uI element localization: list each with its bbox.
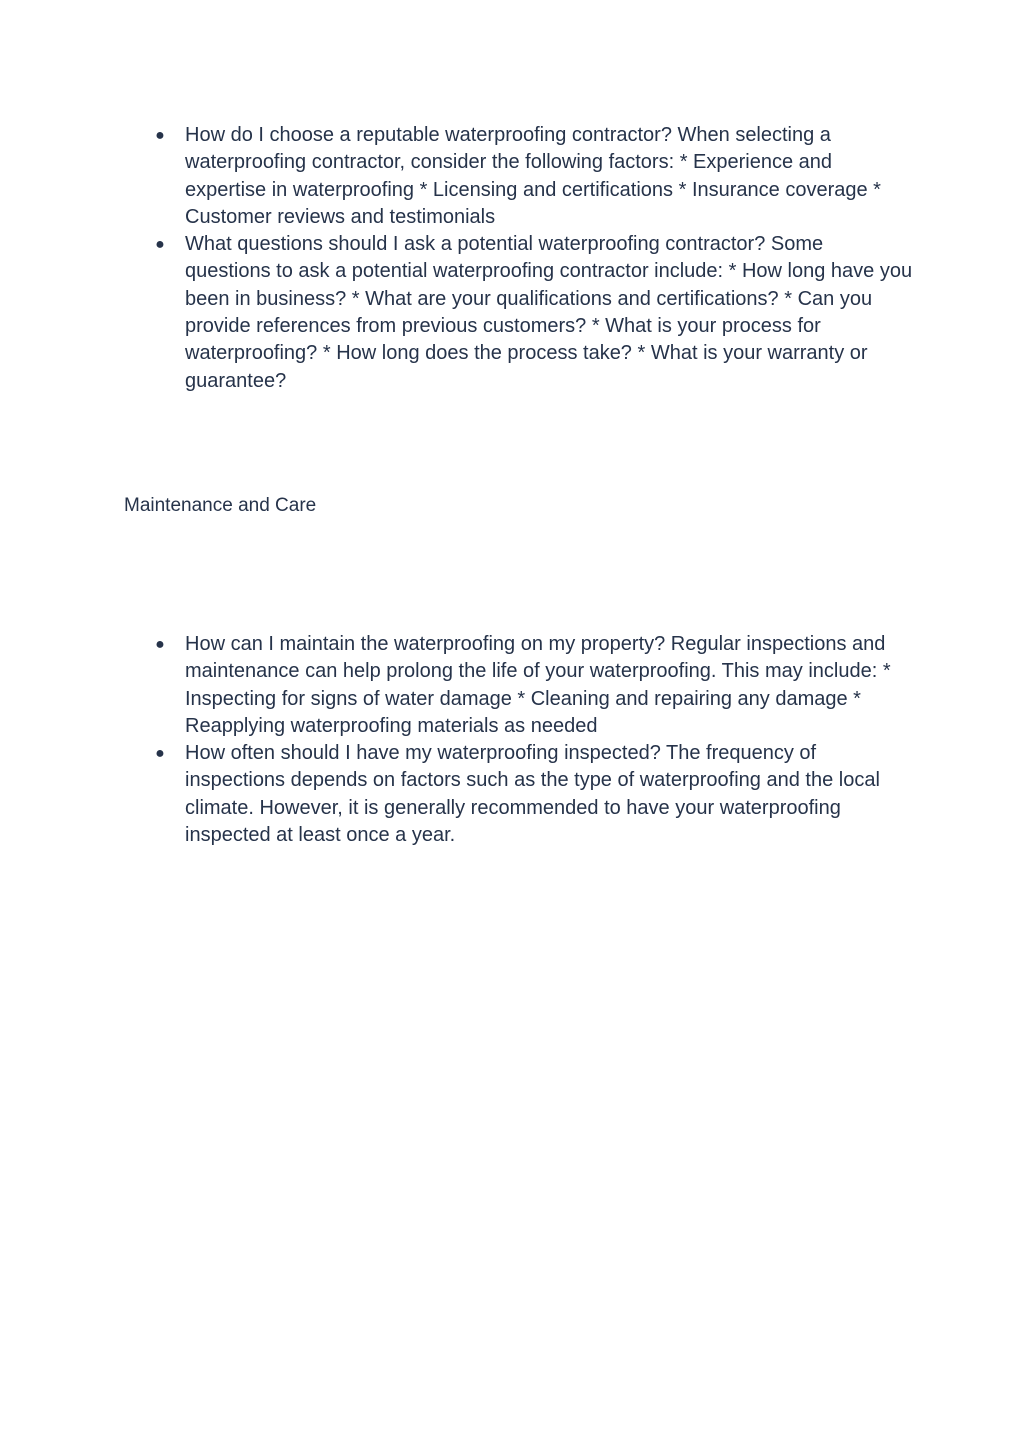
list-item <box>153 740 913 849</box>
faq-text: How often should I have my waterproofing inspected? The frequency of inspections depends on factors such as the type of waterproofing and the local climate. However, it is generally recommended to have your waterproofing inspected at least once a year. <box>185 742 880 847</box>
faq-list-contractors <box>153 122 913 395</box>
section-heading: Maintenance and Care <box>124 495 317 516</box>
faq-list-maintenance <box>153 631 913 849</box>
bullet-icon: ● <box>155 236 165 254</box>
bullet-icon: ● <box>155 745 165 763</box>
faq-text: How do I choose a reputable waterproofing contractor? When selecting a waterproofing contractor, consider the following factors: * Experience and expertise in waterproofing * Licensing and certifications * Insurance coverage * Customer reviews and testimonials <box>185 124 881 228</box>
list-item <box>153 231 913 395</box>
faq-text: How can I maintain the waterproofing on my property? Regular inspections and maintenance can help prolong the life of your waterproofing. This may include: * Inspecting for signs of water damage * Cleaning and repairing any damage * Reapplying waterproofing materials as needed <box>185 633 891 737</box>
bullet-icon: ● <box>155 636 165 653</box>
list-item <box>153 631 913 740</box>
list-item <box>153 122 913 231</box>
faq-text: What questions should I ask a potential waterproofing contractor? Some questions to ask a potential waterproofing contractor include: * How long have you been in business? * What are your qualifications and certifications? * Can you provide references from previous customers? * What is your process for waterproofing? * How long does the process take? * What is your warranty or guarantee? <box>185 233 913 392</box>
bullet-icon: ● <box>155 127 165 144</box>
